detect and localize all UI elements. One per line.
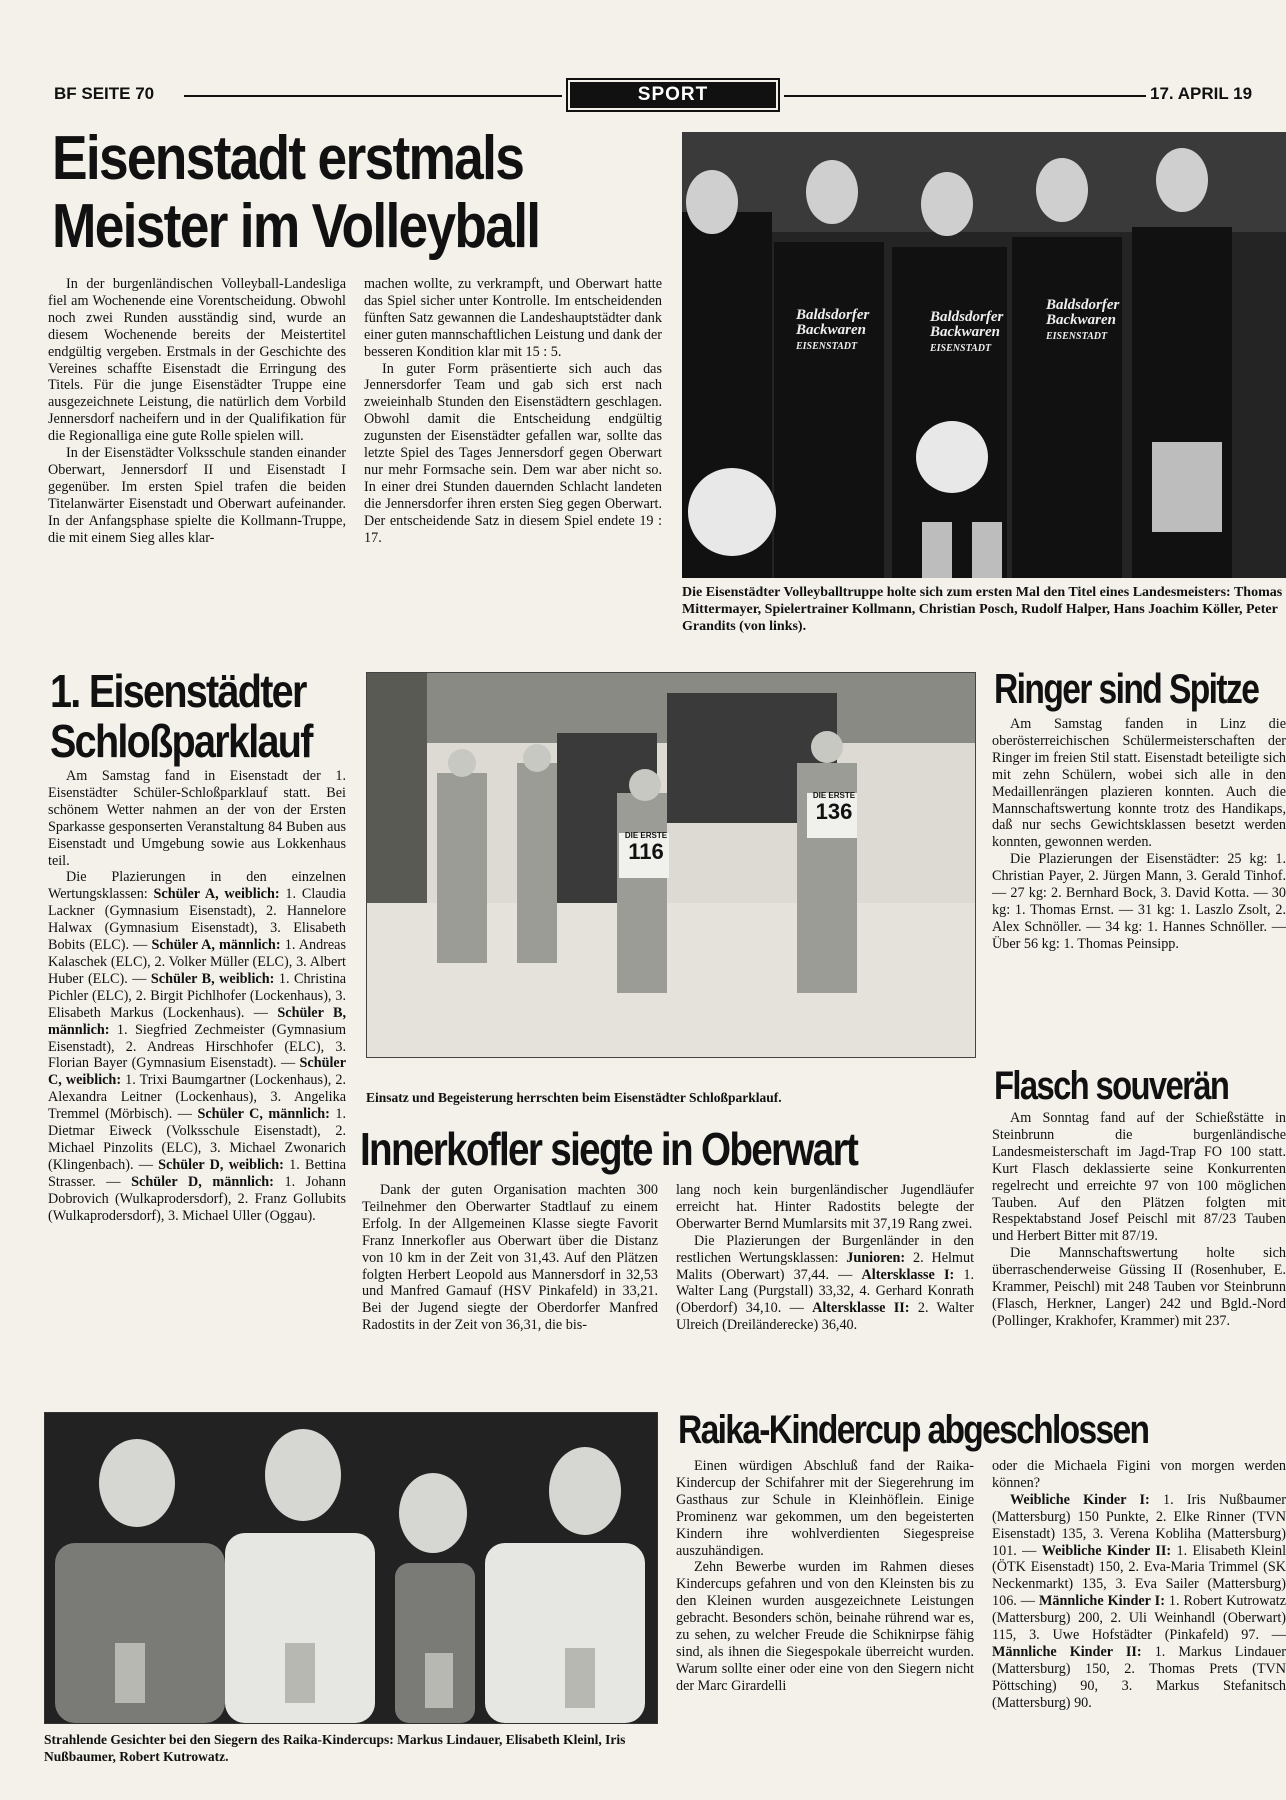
page-number: BF SEITE 70 xyxy=(54,84,155,103)
header-rule-right xyxy=(784,95,1146,97)
innerkofler-body-col1 xyxy=(362,1182,658,1412)
innerkofler-body-col2 xyxy=(676,1182,974,1412)
volleyball-body-col2 xyxy=(364,276,662,638)
schlossparklauf-body xyxy=(48,768,346,1392)
jersey-print: Baldsdorfer Backwaren EISENSTADT xyxy=(1046,297,1120,342)
volleyball-body-col1 xyxy=(48,276,346,638)
paragraph: Zehn Bewerbe wurden im Rahmen dieses Kindercups gefahren und von den Kleinsten bis zu den Kleinen wurden ausgezeichnete Leistungen gebracht. Besonders schön, beinahe rührend war es, zu sehen, zu welcher Freude die Schiknirpse fähig sind, als ihnen die Siegespokale überreicht wurden. Warum sollte einer oder eine von den Siegern nicht der Marc Girardelli xyxy=(676,1559,974,1694)
ringer-body xyxy=(992,716,1286,1044)
raika-headline: Raika-Kindercup abgeschlossen xyxy=(678,1408,1149,1452)
raika-body-col2 xyxy=(992,1458,1286,1800)
paragraph: In der burgenländischen Volleyball-Landesliga fiel am Wochenende eine Vorentscheidung. Obwohl noch zwei Runden ausständig sind, wurde an diesem Wochenende bereits der Meistertitel endgültig vergeben. Erstmals in der Geschichte des Vereines schaffte Eisenstadt die Erringung des Titels. Für die junge Eisenstädter Truppe eine ausgezeichnete Leistung, die natürlich dem Vorbild Jennersdorf nacheifern und in der Qualifikation für die Regionalliga eine gute Rolle spielen will. xyxy=(48,276,346,445)
paragraph: Die Plazierungen in den einzelnen Wertungsklassen: Schüler A, weiblich: 1. Claudia Lackner (Gymnasium Eisenstadt), 2. Hannelore Halwax (Gymnasium Eisenstadt), 3. Elisabeth Bobits (ELC). — Schüler A, männlich: 1. Andreas Kalaschek (ELC), 2. Volker Müller (ELC), 3. Albert Huber (ELC). — Schüler B, weiblich: 1. Christina Pichler (ELC), 2. Birgit Pichlhofer (Lockenhaus), 3. Elisabeth Markus (Lockenhaus). — Schüler B, männlich: 1. Siegfried Zechmeister (Gymnasium Eisenstadt), 2. Andreas Hirschhofer (ELC), 3. Florian Bayer (Gymnasium Eisenstadt). — Schüler C, weiblich: 1. Trixi Baumgartner (Lockenhaus), 2. Alexandra Leitner (Lockenhaus), 3. Angelika Tremmel (Mörbisch). — Schüler C, männlich: 1. Dietmar Eiweck (Volksschule Eisenstadt), 2. Michael Pinzolits (ELC), 3. Michael Zwonarich (Klingenbach). — Schüler D, weiblich: 1. Bettina Strasser. — Schüler D, männlich: 1. Johann Dobrovich (Wulkaprodersdorf), 2. Franz Gollubits (Wulkaprodersdorf), 3. Michael Uller (Oggau). xyxy=(48,869,346,1224)
volleyball-headline-line2: Meister im Volleyball xyxy=(52,192,540,261)
children-illustration xyxy=(45,1413,657,1723)
paragraph: Am Sonntag fand auf der Schießstätte in Steinbrunn die burgenländische Landesmeisterschaft im Jagd-Trap FO 100 statt. Kurt Flasch deklassierte seine Konkurrenten regelrecht und erreichte 97 von 100 möglichen Tauben. Auf den Plätzen folgten mit Respektabstand Josef Peischl mit 87/23 Tauben und Herbert Bitter mit 87/19. xyxy=(992,1110,1286,1245)
bib-number: 136 xyxy=(815,799,853,824)
innerkofler-headline: Innerkofler siegte in Oberwart xyxy=(360,1123,858,1175)
flasch-body xyxy=(992,1110,1286,1385)
schlossparklauf-photo xyxy=(366,672,976,1058)
section-label-box xyxy=(566,78,780,112)
paragraph: oder die Michaela Figini von morgen werden können? xyxy=(992,1458,1286,1491)
volleyball-photo-caption: Die Eisenstädter Volleyballtruppe holte sich zum ersten Mal den Titel eines Landesmeisters: Thomas Mittermayer, Spielertrainer Kollmann, Christian Posch, Rudolf Halper, Hans Joachim Köller, Peter Grandits (von links). xyxy=(682,585,1283,634)
volleyball-headline-line1: Eisenstadt erstmals xyxy=(52,124,524,193)
jersey-print: Baldsdorfer Backwaren EISENSTADT xyxy=(796,307,870,352)
runner-bib: DIE ERSTE 116 xyxy=(624,831,668,864)
schlossparklauf-photo-caption: Einsatz und Begeisterung herrschten beim Eisenstädter Schloßparklauf. xyxy=(366,1090,782,1105)
issue-date: 17. APRIL 19 xyxy=(1150,84,1253,103)
ringer-headline: Ringer sind Spitze xyxy=(994,665,1259,712)
paragraph: Einen würdigen Abschluß fand der Raika-Kindercup der Schifahrer mit der Siegerehrung im Gasthaus zur Schule in Kleinhöflein. Einige Prominenz war gekommen, um den begeisterten Kindern ihre wohlverdienten Siegespreise auszuhändigen. xyxy=(676,1458,974,1559)
paragraph: Am Samstag fand in Eisenstadt der 1. Eisenstädter Schüler-Schloßparklauf statt. Bei schönem Wetter nahmen an der von der Ersten Sparkasse gesponserten Veranstaltung 84 Buben aus Eisenstadt und Umgebung sowie aus Lokkenhaus teil. xyxy=(48,768,346,869)
raika-photo-caption: Strahlende Gesichter bei den Siegern des Raika-Kindercups: Markus Lindauer, Elisabeth Kleinl, Iris Nußbaumer, Robert Kutrowatz. xyxy=(44,1732,626,1764)
volleyball-headline xyxy=(52,124,652,261)
header-rule-left xyxy=(184,95,562,97)
raika-body-col1 xyxy=(676,1458,974,1800)
paragraph: machen wollte, zu verkrampft, und Oberwart hatte das Spiel sicher unter Kontrolle. Im entscheidenden fünften Satz gewannen die Landeshauptstädter dank einer guten mannschaftlichen Leistung und dank der besseren Kondition klar mit 15 : 5. xyxy=(364,276,662,360)
runner-bib: DIE ERSTE 136 xyxy=(812,791,856,824)
paragraph: Am Samstag fanden in Linz die oberösterreichischen Schülermeisterschaften der Ringer im freien Stil statt. Eisenstadt beteiligte sich mit zehn Schülern, wobei sich alle in den Medaillenrängen plazieren konnten. Auch die Mannschaftswertung konnte trotz des Handikaps, daß nur sechs Gewichtsklassen besetzt werden konnten, gewonnen werden. xyxy=(992,716,1286,851)
flasch-headline: Flasch souverän xyxy=(994,1064,1229,1108)
paragraph: Dank der guten Organisation machten 300 Teilnehmer den Oberwarter Stadtlauf zu einem Erfolg. In der Allgemeinen Klasse siegte Favorit Franz Innerkofler aus Oberwart über die Distanz von 10 km in der Zeit von 31,43. Auf den Plätzen folgten Herbert Leopold aus Mannersdorf in 32,53 und Manfred Gamauf (HSV Pinkafeld) in 33,21. Bei der Jugend siegte der Oberdorfer Manfred Radostits in der Zeit von 36,31, die bis- xyxy=(362,1182,658,1334)
jersey-print: Baldsdorfer Backwaren EISENSTADT xyxy=(930,309,1004,354)
paragraph: lang noch kein burgenländischer Jugendläufer erreicht hat. Hinter Radostits belegte der Oberwarter Bernd Mumlarsits mit 37,19 Rang zwei. xyxy=(676,1182,974,1232)
schlossparklauf-headline-line1: 1. Eisenstädter xyxy=(50,665,306,717)
paragraph: Die Plazierungen der Burgenländer in den restlichen Wertungsklassen: Junioren: 2. Helmut Malits (Oberwart) 37,44. — Altersklasse I: 1. Walter Lang (Purgstall) 33,32, 4. Gerhard Konrath (Oberdorf) 34,10. — Altersklasse II: 2. Walter Ulreich (Dreiländerecke) 36,40. xyxy=(676,1232,974,1334)
paragraph: In guter Form präsentierte sich auch das Jennersdorfer Team und gab sich erst nach zweieinhalb Stunden den Eisenstädtern geschlagen. Obwohl damit die Entscheidung endgültig zugunsten der Eisenstädter gefallen war, sollte das letzte Spiel des Tages Jennersdorf gegen Oberwart nur mehr Formsache sein. Dem war aber nicht so. In einer drei Stunden dauernden Schlacht landeten die Jennersdorfer ihren ersten Sieg gegen Oberwart. Der entscheidende Satz in diesem Spiel endete 19 : 17. xyxy=(364,360,662,546)
paragraph: Die Mannschaftswertung holte sich überraschenderweise Güssing II (Rosenhuber, E. Krammer, Peischl) mit 248 Tauben vor Steinbrunn (Flasch, Herkner, Langer) 242 und Bgld.-Nord (Pollinger, Krakhofer, Krammer) mit 237. xyxy=(992,1245,1286,1329)
bib-number: 116 xyxy=(628,839,664,864)
paragraph: In der Eisenstädter Volksschule standen einander Oberwart, Jennersdorf II und Eisenstadt I gegenüber. Im ersten Spiel trafen die beiden Titelanwärter Eisenstadt und Oberwart aufeinander. In der Anfangsphase spielte die Kollmann-Truppe, die mit einem Sieg alles klar- xyxy=(48,445,346,546)
paragraph: Die Plazierungen der Eisenstädter: 25 kg: 1. Christian Payer, 2. Jürgen Mann, 3. Gerald Tinhof. — 27 kg: 2. Bernhard Bock, 3. David Kotta. — 30 kg: 1. Thomas Ernst. — 31 kg: 1. Laszlo Zsolt, 2. Alex Schnöller. — 34 kg: 1. Hannes Schnöller. — Über 56 kg: 1. Thomas Peinsipp. xyxy=(992,851,1286,952)
race-illustration xyxy=(367,673,975,1057)
section-label: SPORT xyxy=(570,82,776,108)
schlossparklauf-headline-line2: Schloßparklauf xyxy=(50,715,312,767)
paragraph: Weibliche Kinder I: 1. Iris Nußbaumer (Mattersburg) 150 Punkte, 2. Elke Rinner (TVN Eisenstadt) 135, 3. Verena Kobliha (Mattersburg) 101. — Weibliche Kinder II: 1. Elisabeth Kleinl (ÖTK Eisenstadt) 150, 2. Eva-Maria Trimmel (SK Neckenmarkt) 135, 3. Eva Sailer (Mattersburg) 106. — Männliche Kinder I: 1. Robert Kutrowatz (Mattersburg) 200, 2. Uli Weinhandl (Oberwart) 115, 3. Uwe Hofstädter (Pinkafeld) 97. — Männliche Kinder II: 1. Markus Lindauer (Mattersburg) 150, 2. Thomas Prets (TVN Pöttsching) 90, 3. Markus Stefanitsch (Mattersburg) 90. xyxy=(992,1491,1286,1711)
schlossparklauf-headline xyxy=(50,665,370,767)
raika-photo xyxy=(44,1412,658,1724)
volleyball-team-photo xyxy=(682,132,1286,578)
